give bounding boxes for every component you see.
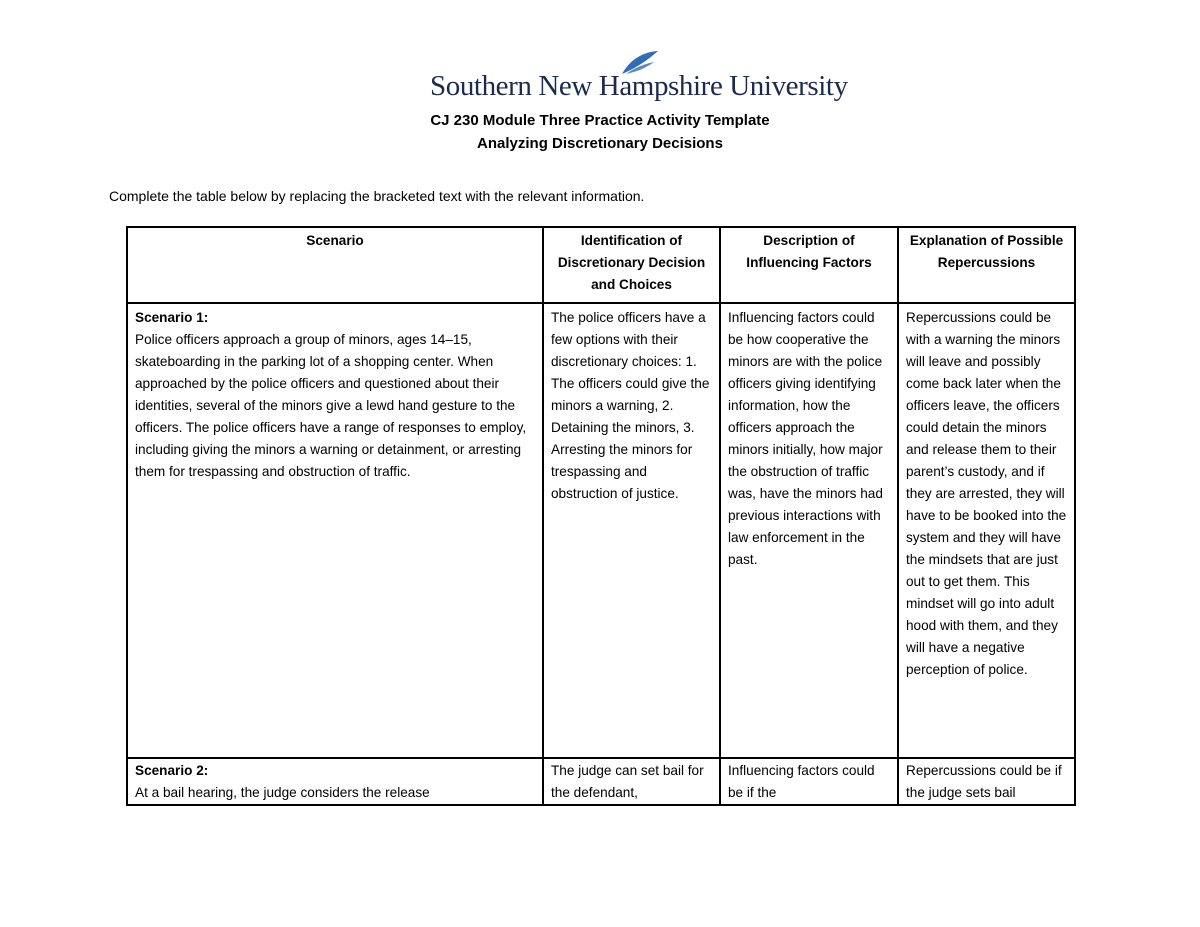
factors-cell: Influencing factors could be how cooperative the minors are with the police officers giving identifying information, how the officers approach the minors initially, how major the obstruction of traffic was, have the minors had previous interactions with law enforcement in the past. xyxy=(720,303,898,758)
scenario-cell xyxy=(127,303,543,758)
factors-cell: Influencing factors could be if the xyxy=(720,758,898,805)
repercussions-cell: Repercussions could be if the judge sets bail xyxy=(898,758,1075,805)
column-header-identification: Identification of Discretionary Decision and Choices xyxy=(543,227,720,303)
table-header-row xyxy=(127,227,1075,303)
scenario-title: Scenario 1: xyxy=(135,310,209,325)
scenario-text: At a bail hearing, the judge considers the release xyxy=(135,785,430,800)
column-header-factors: Description of Influencing Factors xyxy=(720,227,898,303)
identification-cell: The judge can set bail for the defendant, xyxy=(543,758,720,805)
column-header-scenario: Scenario xyxy=(127,227,543,303)
logo-wordmark: Southern New Hampshire University xyxy=(430,70,848,102)
column-header-repercussions: Explanation of Possible Repercussions xyxy=(898,227,1075,303)
leaf-icon xyxy=(620,50,660,76)
practice-activity-table xyxy=(126,226,1076,806)
identification-cell: The police officers have a few options with their discretionary choices: 1. The officers could give the minors a warning, 2. Detaining the minors, 3. Arresting the minors for trespassing and obstruction of justice. xyxy=(543,303,720,758)
repercussions-cell: Repercussions could be with a warning the minors will leave and possibly come back later when the officers leave, the officers could detain the minors and release them to their parent’s custody, and if they are arrested, they will have to be booked into the system and they will have the mindsets that are just out to get them. This mindset will go into adult hood with them, and they will have a negative perception of police. xyxy=(898,303,1075,758)
university-logo xyxy=(430,48,848,106)
table-row xyxy=(127,758,1075,805)
table-row xyxy=(127,303,1075,758)
instructions-text: Complete the table below by replacing the bracketed text with the relevant information. xyxy=(109,188,645,204)
scenario-cell xyxy=(127,758,543,805)
scenario-text: Police officers approach a group of minors, ages 14–15, skateboarding in the parking lot of a shopping center. When approached by the police officers and questioned about their identities, several of the minors give a lewd hand gesture to the officers. The police officers have a range of responses to employ, including giving the minors a warning or detainment, or arresting them for trespassing and obstruction of traffic. xyxy=(135,332,527,479)
scenario-title: Scenario 2: xyxy=(135,763,209,778)
page-title: CJ 230 Module Three Practice Activity Template xyxy=(430,112,770,129)
page-subtitle: Analyzing Discretionary Decisions xyxy=(477,135,723,152)
